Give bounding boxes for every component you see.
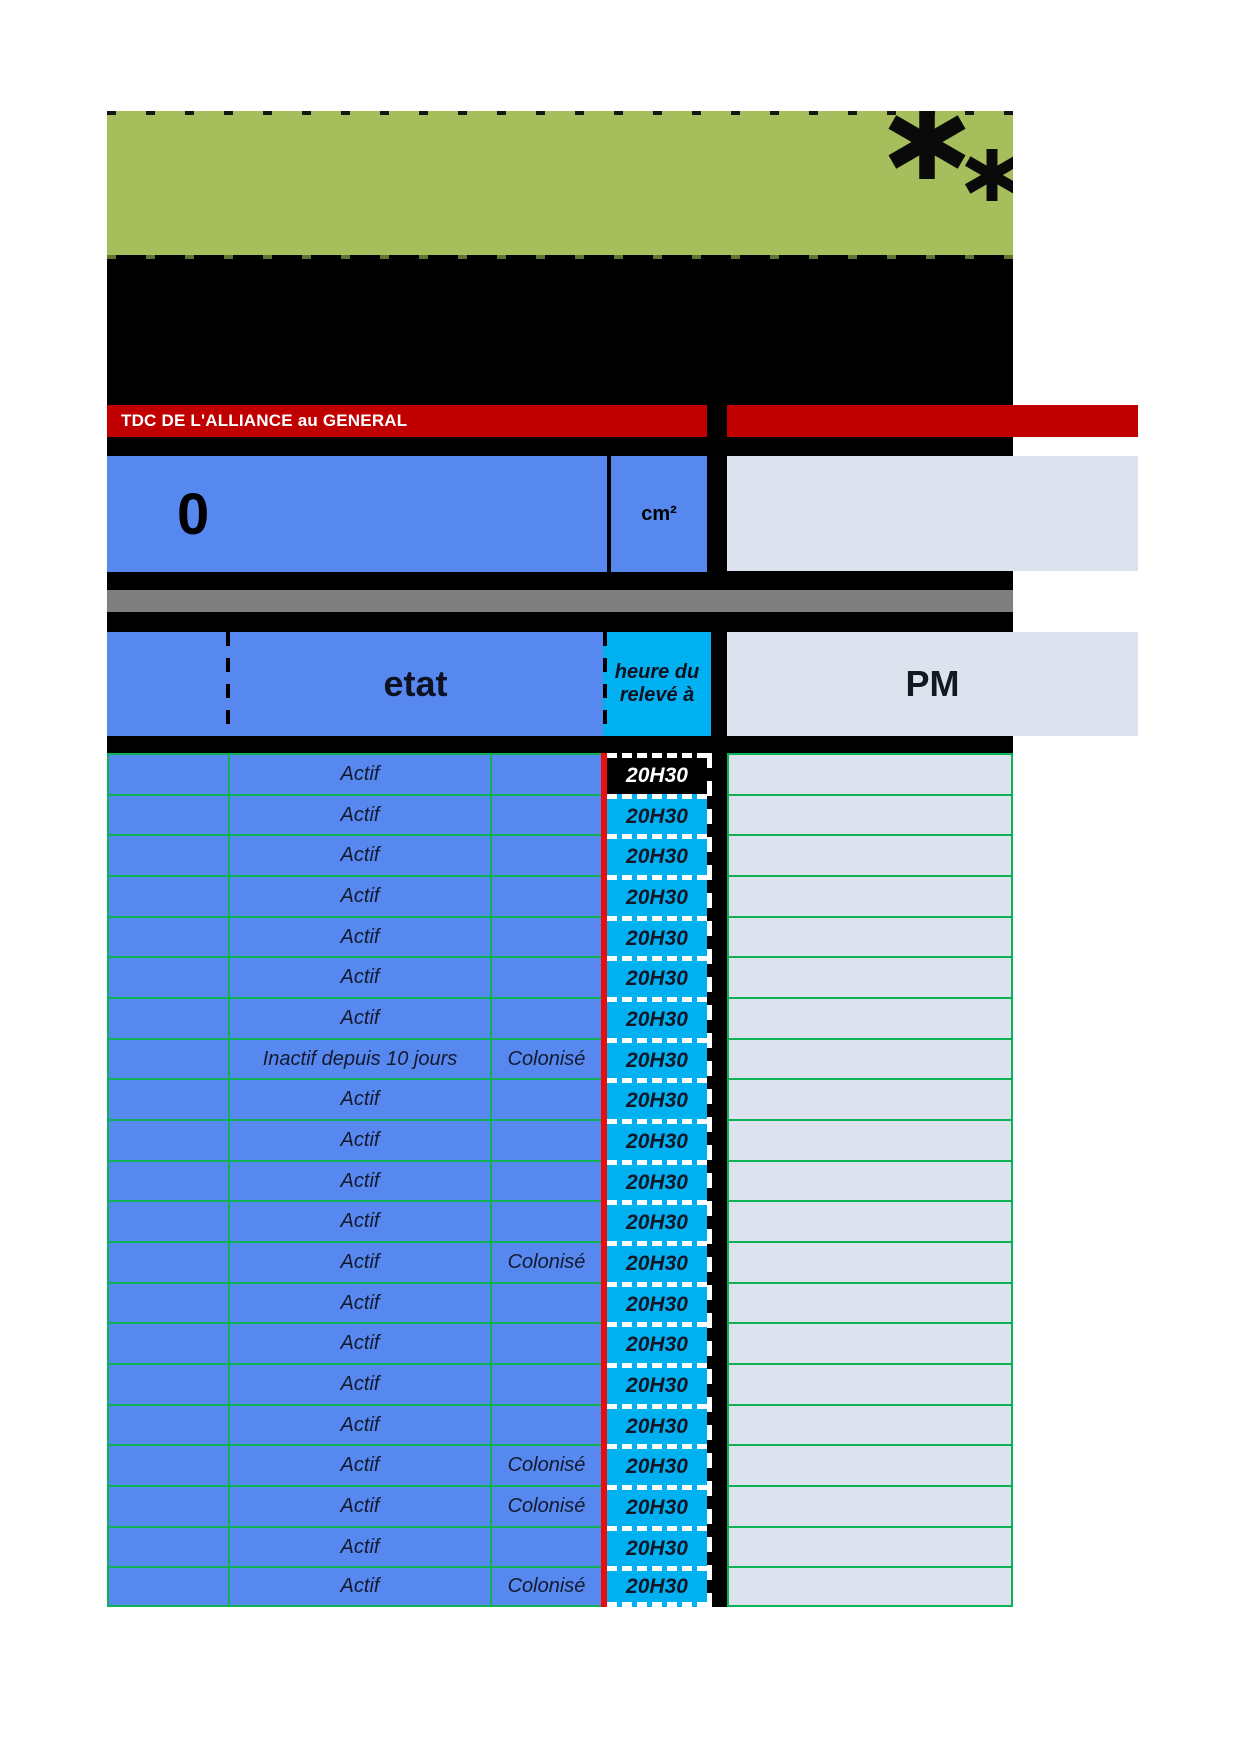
cell-heure[interactable]: 20H30 (607, 1363, 707, 1404)
cell-rowlabel[interactable] (107, 1404, 228, 1445)
cell-statut[interactable] (490, 956, 601, 997)
cell-etat[interactable]: Actif (228, 1404, 490, 1445)
cell-pm[interactable] (727, 1078, 1013, 1119)
cell-statut[interactable] (490, 794, 601, 835)
cell-statut[interactable]: Colonisé (490, 1241, 601, 1282)
cell-statut[interactable] (490, 1526, 601, 1567)
table-row (107, 1038, 1013, 1079)
cell-pm[interactable] (727, 1282, 1013, 1323)
cell-statut[interactable] (490, 875, 601, 916)
cell-pm[interactable] (727, 834, 1013, 875)
table-row (107, 1363, 1013, 1404)
cell-heure[interactable]: 20H30 (607, 1566, 707, 1607)
table-row (107, 875, 1013, 916)
cell-pm[interactable] (727, 1241, 1013, 1282)
cell-heure[interactable]: 20H30 (607, 1078, 707, 1119)
cell-statut[interactable] (490, 753, 601, 794)
cell-heure[interactable]: 20H30 (607, 753, 707, 794)
cell-etat[interactable]: Actif (228, 1078, 490, 1119)
tdc-value: 0 (177, 481, 210, 547)
cell-statut[interactable] (490, 1322, 601, 1363)
cell-etat[interactable]: Actif (228, 1566, 490, 1607)
cell-heure[interactable]: 20H30 (607, 916, 707, 957)
cell-rowlabel[interactable] (107, 1119, 228, 1160)
table-row (107, 1444, 1013, 1485)
cell-heure[interactable]: 20H30 (607, 1322, 707, 1363)
cell-statut[interactable]: Colonisé (490, 1038, 601, 1079)
pm-empty-panel[interactable] (727, 456, 1138, 571)
cell-etat[interactable]: Actif (228, 1526, 490, 1567)
table-row (107, 1282, 1013, 1323)
cell-rowlabel[interactable] (107, 1282, 228, 1323)
cell-statut[interactable]: Colonisé (490, 1485, 601, 1526)
cell-etat[interactable]: Actif (228, 875, 490, 916)
asterisk-large-icon (886, 111, 968, 179)
cell-rowlabel[interactable] (107, 1038, 228, 1079)
cell-etat[interactable]: Actif (228, 1485, 490, 1526)
table-row (107, 916, 1013, 957)
header-time-cell[interactable] (603, 632, 711, 736)
cell-statut[interactable] (490, 997, 601, 1038)
cell-rowlabel[interactable] (107, 1322, 228, 1363)
top-banner (107, 111, 1013, 255)
cell-etat[interactable]: Actif (228, 916, 490, 957)
alliance-title-bar (107, 405, 707, 437)
cell-pm[interactable] (727, 1160, 1013, 1201)
cell-statut[interactable] (490, 1363, 601, 1404)
cell-statut[interactable] (490, 1160, 601, 1201)
cell-etat[interactable]: Actif (228, 794, 490, 835)
cell-heure[interactable]: 20H30 (607, 1119, 707, 1160)
header-blank-cell[interactable] (107, 632, 603, 736)
cell-statut[interactable] (490, 1404, 601, 1445)
table-row (107, 1404, 1013, 1445)
cell-pm[interactable] (727, 1038, 1013, 1079)
table-row (107, 1322, 1013, 1363)
table-row (107, 794, 1013, 835)
asterisk-small-icon (963, 149, 1013, 201)
table-row (107, 1566, 1013, 1607)
cell-pm[interactable] (727, 794, 1013, 835)
cell-statut[interactable]: Colonisé (490, 1444, 601, 1485)
cell-etat[interactable]: Actif (228, 1200, 490, 1241)
cell-rowlabel[interactable] (107, 1078, 228, 1119)
cell-heure[interactable]: 20H30 (607, 1241, 707, 1282)
cell-rowlabel[interactable] (107, 997, 228, 1038)
cell-heure[interactable]: 20H30 (607, 997, 707, 1038)
table-row (107, 753, 1013, 794)
cell-pm[interactable] (727, 1404, 1013, 1445)
cell-rowlabel[interactable] (107, 1444, 228, 1485)
cell-etat[interactable]: Actif (228, 997, 490, 1038)
cell-pm[interactable] (727, 1363, 1013, 1404)
cell-heure[interactable]: 20H30 (607, 1200, 707, 1241)
table-row (107, 1160, 1013, 1201)
cell-pm[interactable] (727, 1322, 1013, 1363)
cell-etat[interactable]: Actif (228, 1322, 490, 1363)
cell-statut[interactable] (490, 916, 601, 957)
cell-rowlabel[interactable] (107, 1363, 228, 1404)
table-row (107, 1078, 1013, 1119)
time-header-label: heure du relevé à (614, 661, 700, 706)
cell-statut[interactable] (490, 1119, 601, 1160)
cell-etat[interactable]: Inactif depuis 10 jours (228, 1038, 490, 1079)
cell-etat[interactable]: Actif (228, 1363, 490, 1404)
cell-rowlabel[interactable] (107, 834, 228, 875)
cell-heure[interactable]: 20H30 (607, 1444, 707, 1485)
cell-etat[interactable]: Actif (228, 1444, 490, 1485)
cell-heure[interactable]: 20H30 (607, 1485, 707, 1526)
cell-heure[interactable]: 20H30 (607, 834, 707, 875)
cell-statut[interactable] (490, 834, 601, 875)
cell-heure[interactable]: 20H30 (607, 1282, 707, 1323)
table-row (107, 1241, 1013, 1282)
table-row (107, 997, 1013, 1038)
cell-pm[interactable] (727, 916, 1013, 957)
cell-rowlabel[interactable] (107, 1241, 228, 1282)
cell-etat[interactable]: Actif (228, 1282, 490, 1323)
cell-statut[interactable] (490, 1200, 601, 1241)
etat-header-label: etat (383, 663, 448, 704)
cell-heure[interactable]: 20H30 (607, 794, 707, 835)
cell-etat[interactable]: Actif (228, 753, 490, 794)
cell-etat[interactable]: Actif (228, 1160, 490, 1201)
cell-pm[interactable] (727, 1526, 1013, 1567)
dashed-column-border (603, 632, 607, 736)
cell-rowlabel[interactable] (107, 956, 228, 997)
cell-pm[interactable] (727, 1485, 1013, 1526)
unit-label: cm² (641, 502, 677, 525)
cell-statut[interactable]: Colonisé (490, 1566, 601, 1607)
header-etat-cell[interactable] (228, 632, 603, 736)
selection-dashed-border (707, 753, 712, 1607)
right-red-bar (727, 405, 1138, 437)
data-table (107, 753, 1013, 1607)
cell-pm[interactable] (727, 875, 1013, 916)
cell-heure[interactable]: 20H30 (607, 1404, 707, 1445)
cell-etat[interactable]: Actif (228, 1119, 490, 1160)
cell-rowlabel[interactable] (107, 1200, 228, 1241)
cell-heure[interactable]: 20H30 (607, 1526, 707, 1567)
table-row (107, 956, 1013, 997)
cell-statut[interactable] (490, 1078, 601, 1119)
cell-heure[interactable]: 20H30 (607, 1160, 707, 1201)
tdc-value-cell[interactable] (107, 456, 607, 572)
cell-statut[interactable] (490, 1282, 601, 1323)
unit-cell[interactable] (611, 456, 707, 572)
table-row (107, 1485, 1013, 1526)
alliance-title: TDC DE L'ALLIANCE au GENERAL (121, 411, 408, 430)
cell-rowlabel[interactable] (107, 875, 228, 916)
cell-heure[interactable]: 20H30 (607, 875, 707, 916)
black-band (107, 255, 1013, 405)
cell-rowlabel[interactable] (107, 1566, 228, 1607)
cell-heure[interactable]: 20H30 (607, 956, 707, 997)
cell-rowlabel[interactable] (107, 1160, 228, 1201)
cell-pm[interactable] (727, 753, 1013, 794)
cell-rowlabel[interactable] (107, 794, 228, 835)
red-accent-stripe (601, 753, 607, 1607)
cell-rowlabel[interactable] (107, 753, 228, 794)
cell-rowlabel[interactable] (107, 1485, 228, 1526)
table-row (107, 1200, 1013, 1241)
cell-pm[interactable] (727, 1566, 1013, 1607)
cell-etat[interactable]: Actif (228, 834, 490, 875)
cell-pm[interactable] (727, 997, 1013, 1038)
cell-pm[interactable] (727, 1444, 1013, 1485)
cell-pm[interactable] (727, 1119, 1013, 1160)
cell-etat[interactable]: Actif (228, 956, 490, 997)
cell-rowlabel[interactable] (107, 1526, 228, 1567)
cell-rowlabel[interactable] (107, 916, 228, 957)
cell-heure[interactable]: 20H30 (607, 1038, 707, 1079)
cell-pm[interactable] (727, 1200, 1013, 1241)
table-row (107, 1526, 1013, 1567)
pm-header-label: PM (905, 663, 960, 704)
table-row (107, 1119, 1013, 1160)
cell-pm[interactable] (727, 956, 1013, 997)
header-pm-cell[interactable] (727, 632, 1138, 736)
gray-divider-strip (107, 590, 1013, 612)
cell-etat[interactable]: Actif (228, 1241, 490, 1282)
table-row (107, 834, 1013, 875)
